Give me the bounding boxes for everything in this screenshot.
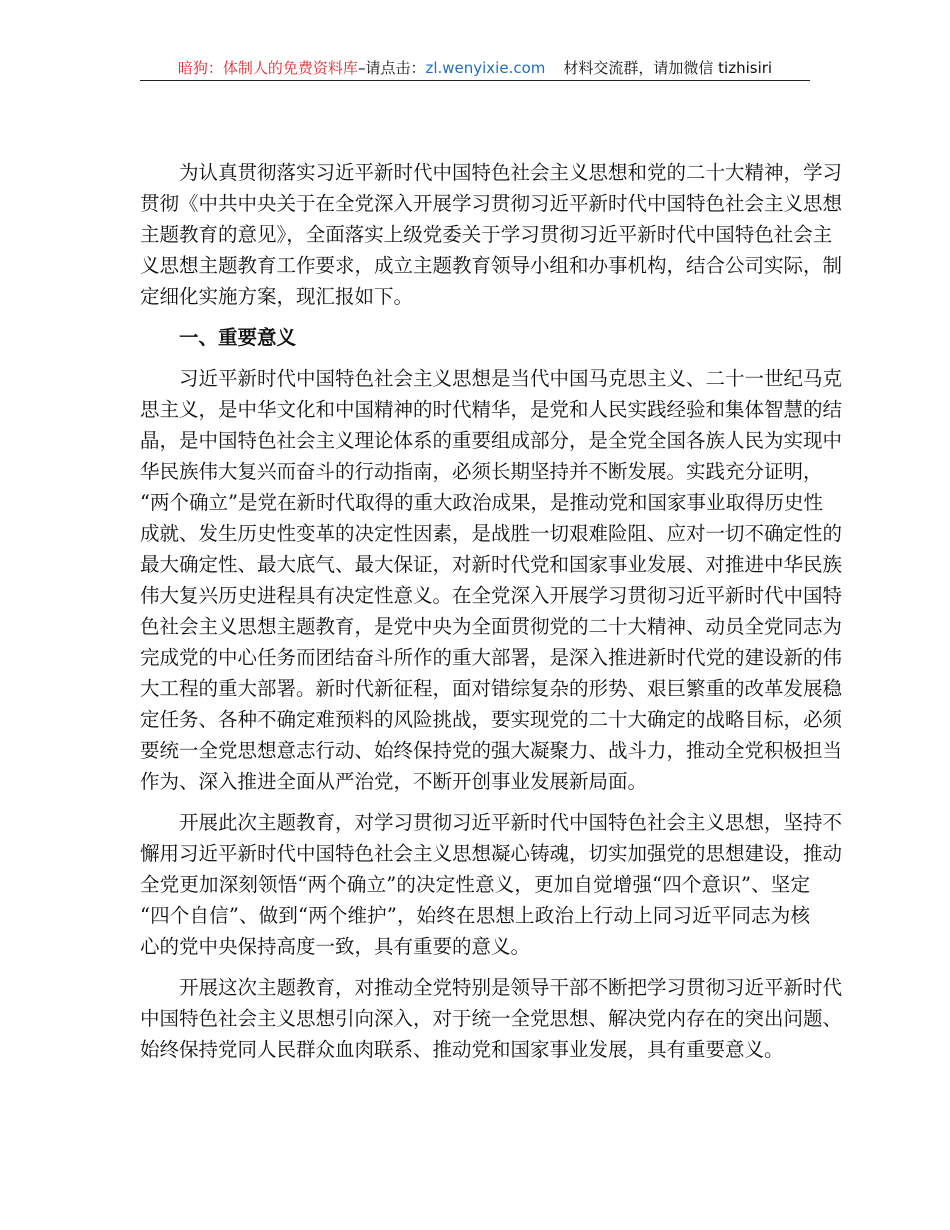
- paragraph-line: 全党更加深刻领悟“两个确立”的决定性意义，更加自觉增强“四个意识”、坚定: [140, 873, 810, 896]
- paragraph: [140, 363, 843, 797]
- paragraph-line: 习近平新时代中国特色社会主义思想是当代中国马克思主义、二十一世纪马克: [179, 367, 843, 390]
- paragraph-line: 义思想主题教育工作要求，成立主题教育领导小组和办事机构，结合公司实际，制: [140, 254, 843, 277]
- paragraph-line: 定细化实施方案，现汇报如下。: [140, 285, 414, 308]
- document-body: [140, 157, 843, 1075]
- paragraph-line: 要统一全党思想意志行动、始终保持党的强大凝聚力、战斗力，推动全党积极担当: [140, 739, 843, 762]
- paragraph-line: 最大确定性、最大底气、最大保证，对新时代党和国家事业发展、对推进中华民族: [140, 553, 843, 576]
- paragraph-line: “四个自信”、做到“两个维护”，始终在思想上政治上行动上同习近平同志为核: [140, 904, 810, 927]
- paragraph-line: 为认真贯彻落实习近平新时代中国特色社会主义思想和党的二十大精神，学习: [179, 161, 843, 184]
- paragraph-line: 大工程的重大部署。新时代新征程，面对错综复杂的形势、艰巨繁重的改革发展稳: [140, 677, 843, 700]
- paragraph: [140, 972, 843, 1065]
- header-prompt: –请点击：: [357, 59, 426, 77]
- paragraph-line: “两个确立”是党在新时代取得的重大政治成果，是推动党和国家事业取得历史性: [140, 491, 823, 514]
- paragraph-line: 懈用习近平新时代中国特色社会主义思想凝心铸魂，切实加强党的思想建设，推动: [140, 842, 843, 865]
- paragraph-line: 中国特色社会主义思想引向深入，对于统一全党思想、解决党内存在的突出问题、: [140, 1007, 843, 1030]
- header-link[interactable]: zl.wenyixie.com: [425, 59, 546, 77]
- paragraph-line: 心的党中央保持高度一致，具有重要的意义。: [140, 935, 531, 958]
- paragraph-line: 开展此次主题教育，对学习贯彻习近平新时代中国特色社会主义思想，坚持不: [179, 811, 843, 834]
- paragraph-line: 完成党的中心任务而团结奋斗所作的重大部署，是深入推进新时代党的建设新的伟: [140, 646, 843, 669]
- paragraph: [140, 807, 843, 962]
- paragraph-line: 始终保持党同人民群众血肉联系、推动党和国家事业发展，具有重要意义。: [140, 1038, 784, 1061]
- section-heading: 一、重要意义: [179, 326, 297, 349]
- paragraph-line: 贯彻《中共中央关于在全党深入开展学习贯彻习近平新时代中国特色社会主义思想: [140, 192, 843, 215]
- paragraph-line: 华民族伟大复兴而奋斗的行动指南，必须长期坚持并不断发展。实践充分证明，: [140, 460, 823, 483]
- page-header: [140, 56, 810, 81]
- paragraph-line: 伟大复兴历史进程具有决定性意义。在全党深入开展学习贯彻习近平新时代中国特: [140, 584, 843, 607]
- paragraph-line: 思主义，是中华文化和中国精神的时代精华，是党和人民实践经验和集体智慧的结: [140, 398, 843, 421]
- paragraph-line: 成就、发生历史性变革的决定性因素，是战胜一切艰难险阻、应对一切不确定性的: [140, 522, 843, 545]
- paragraph: [140, 157, 843, 312]
- paragraph-line: 定任务、各种不确定难预料的风险挑战，要实现党的二十大确定的战略目标，必须: [140, 708, 843, 731]
- paragraph-line: 晶，是中国特色社会主义理论体系的重要组成部分，是全党全国各族人民为实现中: [140, 429, 843, 452]
- paragraph-line: 色社会主义思想主题教育，是党中央为全面贯彻党的二十大精神、动员全党同志为: [140, 615, 843, 638]
- header-contact: 材料交流群，请加微信 tizhisiri: [563, 59, 773, 77]
- header-brand: 暗狗：体制人的免费资料库: [177, 59, 358, 77]
- paragraph-line: 开展这次主题教育，对推动全党特别是领导干部不断把学习贯彻习近平新时代: [179, 976, 843, 999]
- paragraph-line: 作为、深入推进全面从严治党，不断开创事业发展新局面。: [140, 770, 648, 793]
- paragraph-line: 主题教育的意见》，全面落实上级党委关于学习贯彻习近平新时代中国特色社会主: [140, 223, 833, 246]
